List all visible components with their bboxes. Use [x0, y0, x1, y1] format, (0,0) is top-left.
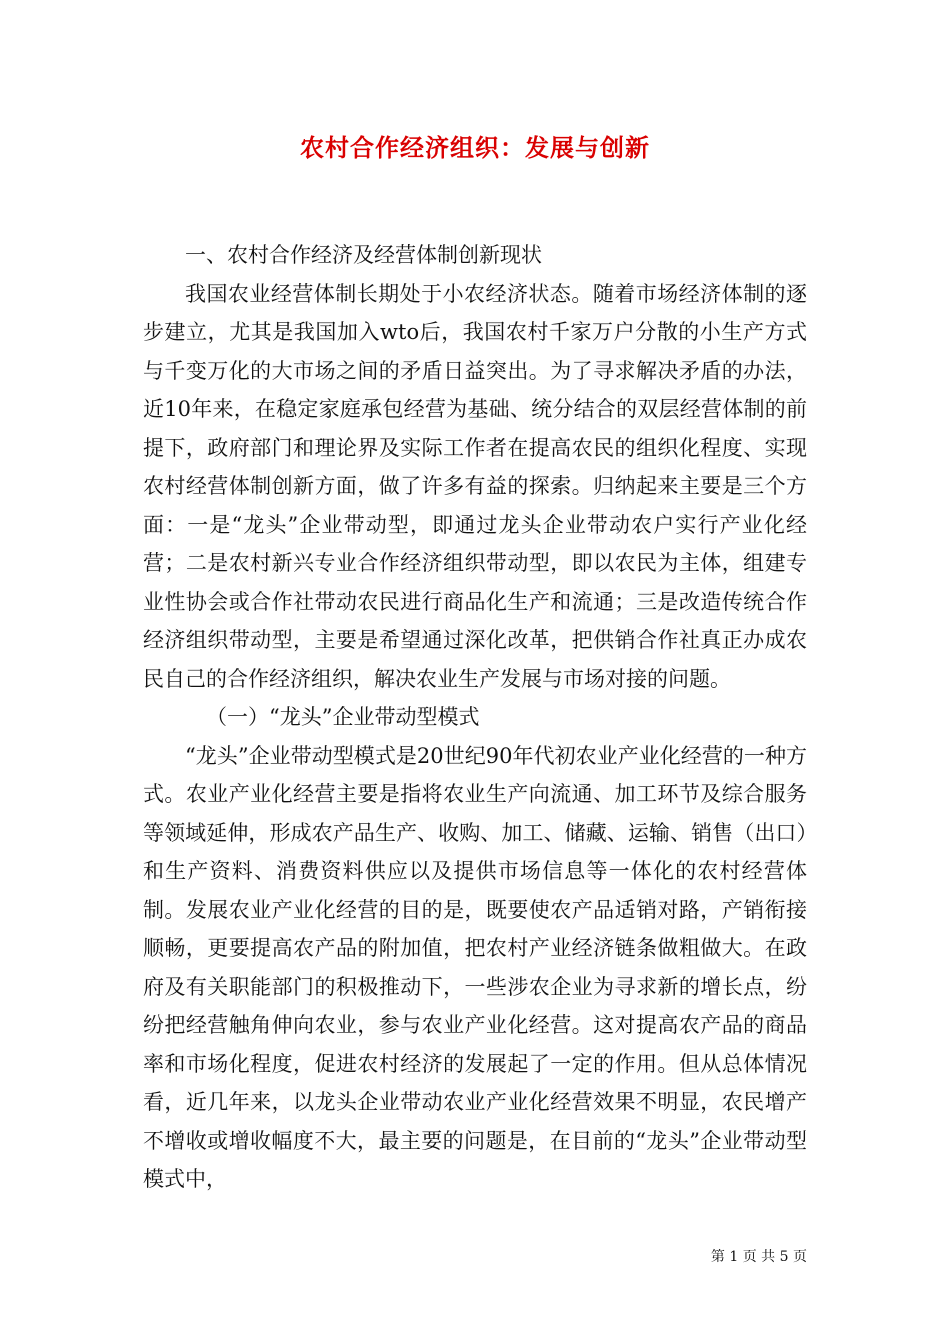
page-number: 第 1 页 共 5 页	[710, 1249, 807, 1265]
document-body	[143, 236, 807, 1199]
document-title: 农村合作经济组织：发展与创新	[300, 133, 650, 162]
subsection-heading: （一）“龙头”企业带动型模式	[206, 705, 480, 729]
body-paragraph: 我国农业经营体制长期处于小农经济状态。随着市场经济体制的逐步建立，尤其是我国加入wto后，我国农村千家万户分散的小生产方式与千变万化的大市场之间的矛盾日益突出。为了寻求解决矛盾的办法，近10年来，在稳定家庭承包经营为基础、统分结合的双层经营体制的前提下，政府部门和理论界及实际工作者在提高农民的组织化程度、实现农村经营体制创新方面，做了许多有益的探索。归纳起来主要是三个方面：一是“龙头”企业带动型，即通过龙头企业带动农户实行产业化经营；二是农村新兴专业合作经济组织带动型，即以农民为主体，组建专业性协会或合作社带动农民进行商品化生产和流通；三是改造传统合作经济组织带动型，主要是希望通过深化改革，把供销合作社真正办成农民自己的合作经济组织，解决农业生产发展与市场对接的问题。	[143, 281, 807, 691]
section-heading: 一、农村合作经济及经营体制创新现状	[185, 243, 542, 267]
body-paragraph: “龙头”企业带动型模式是20世纪90年代初农业产业化经营的一种方式。农业产业化经营主要是指将农业生产向流通、加工环节及综合服务等领域延伸，形成农产品生产、收购、加工、储藏、运输、销售（出口）和生产资料、消费资料供应以及提供市场信息等一体化的农村经营体制。发展农业产业化经营的目的是，既要使农产品适销对路，产销衔接顺畅，更要提高农产品的附加值，把农村产业经济链条做粗做大。在政府及有关职能部门的积极推动下，一些涉农企业为寻求新的增长点，纷纷把经营触角伸向农业，参与农业产业化经营。这对提高农产品的商品率和市场化程度，促进农村经济的发展起了一定的作用。但从总体情况看，近几年来，以龙头企业带动农业产业化经营效果不明显，农民增产不增收或增收幅度不大，最主要的问题是，在目前的“龙头”企业带动型模式中，	[143, 743, 807, 1191]
